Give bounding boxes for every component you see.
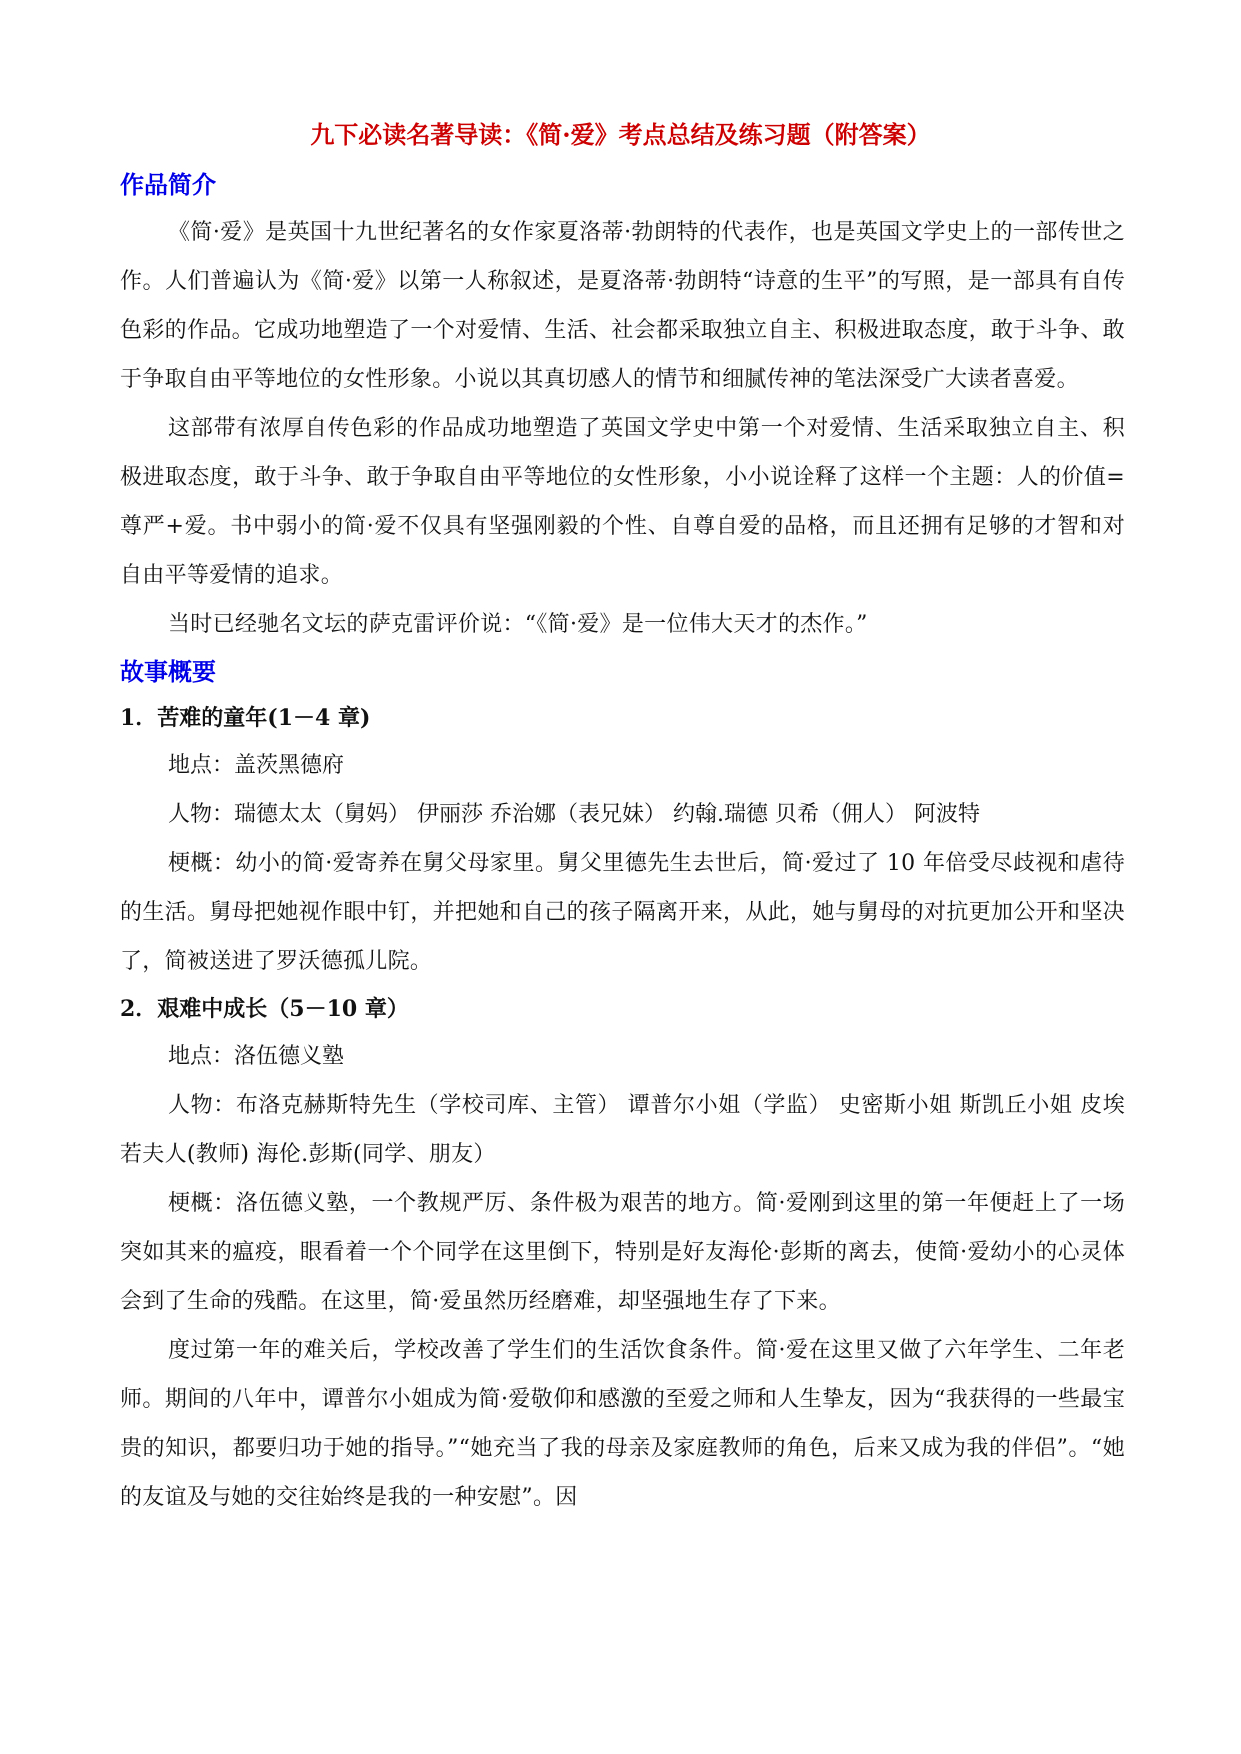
chapter-heading: 2．艰难中成长（5－10 章） xyxy=(120,996,409,1022)
chapter-people: 人物：布洛克赫斯特先生（学校司库、主管） 谭普尔小姐（学监） 史密斯小姐 斯凯丘小姐 皮埃若夫人(教师) 海伦.彭斯(同学、朋友） xyxy=(120,1093,1125,1167)
section-heading-story: 故事概要 xyxy=(120,657,216,686)
chapter-place: 地点：盖茨黑德府 xyxy=(168,753,345,778)
chapter-place: 地点：洛伍德义塾 xyxy=(168,1044,345,1069)
chapter-heading: 1．苦难的童年(1－4 章) xyxy=(120,705,371,731)
section-heading-intro: 作品简介 xyxy=(120,170,216,199)
chapter-summary: 度过第一年的难关后，学校改善了学生们的生活饮食条件。简·爱在这里又做了六年学生、二年老师。期间的八年中，谭普尔小姐成为简·爱敬仰和感激的至爱之师和人生挚友，因为“我获得的一些最宝贵的知识，都要归功于她的指导。”“她充当了我的母亲及家庭教师的角色，后来又成为我的伴侣”。“她的友谊及与她的交往始终是我的一种安慰”。因 xyxy=(120,1338,1125,1510)
document-title: 九下必读名著导读：《简·爱》考点总结及练习题（附答案） xyxy=(310,120,931,149)
chapter-summary: 梗概：洛伍德义塾，一个教规严厉、条件极为艰苦的地方。简·爱刚到这里的第一年便赶上了一场突如其来的瘟疫，眼看着一个个同学在这里倒下，特别是好友海伦·彭斯的离去，使简·爱幼小的心灵体会到了生命的残酷。在这里，简·爱虽然历经磨难，却坚强地生存了下来。 xyxy=(120,1191,1125,1314)
intro-paragraph: 当时已经驰名文坛的萨克雷评价说：“《简·爱》是一位伟大天才的杰作。” xyxy=(168,612,868,637)
chapter-summary: 梗概：幼小的简·爱寄养在舅父母家里。舅父里德先生去世后，简·爱过了 10 年倍受尽歧视和虐待的生活。舅母把她视作眼中钉，并把她和自己的孩子隔离开来，从此，她与舅母的对抗更加公开和坚决了，简被送进了罗沃德孤儿院。 xyxy=(120,851,1125,974)
intro-paragraph: 这部带有浓厚自传色彩的作品成功地塑造了英国文学史中第一个对爱情、生活采取独立自主、积极进取态度，敢于斗争、敢于争取自由平等地位的女性形象，小小说诠释了这样一个主题：人的价值=尊严+爱。书中弱小的简·爱不仅具有坚强刚毅的个性、自尊自爱的品格，而且还拥有足够的才智和对自由平等爱情的追求。 xyxy=(120,416,1125,588)
document-body xyxy=(120,162,1125,1522)
chapter-people: 人物：瑞德太太（舅妈） 伊丽莎 乔治娜（表兄妹） 约翰.瑞德 贝希（佣人） 阿波特 xyxy=(168,802,980,827)
intro-paragraph: 《简·爱》是英国十九世纪著名的女作家夏洛蒂·勃朗特的代表作，也是英国文学史上的一部传世之作。人们普遍认为《简·爱》以第一人称叙述，是夏洛蒂·勃朗特“诗意的生平”的写照，是一部具有自传色彩的作品。它成功地塑造了一个对爱情、生活、社会都采取独立自主、积极进取态度，敢于斗争、敢于争取自由平等地位的女性形象。小说以其真切感人的情节和细腻传神的笔法深受广大读者喜爱。 xyxy=(120,220,1125,392)
